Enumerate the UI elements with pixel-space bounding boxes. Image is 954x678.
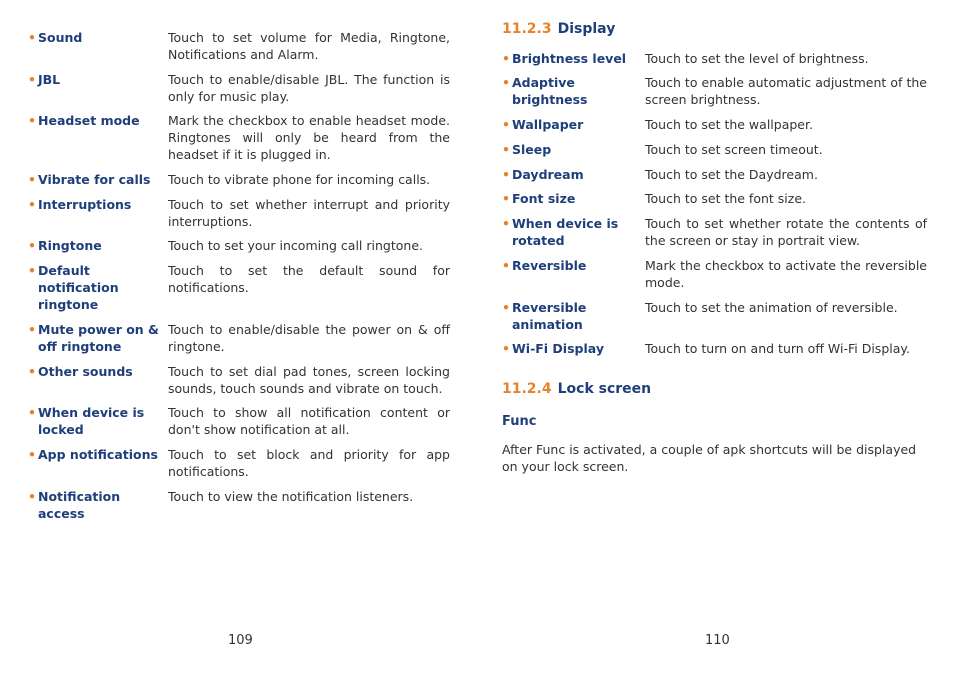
func-text: After Func is activated, a couple of apk shortcuts will be displayed on your lock screen. (502, 442, 917, 474)
sound-setting-term (28, 196, 160, 213)
sound-setting-term (28, 171, 160, 188)
display-setting-description: Touch to set whether rotate the contents of the screen or stay in portrait view. (645, 216, 927, 248)
display-setting-description: Touch to set the level of brightness. (645, 51, 869, 66)
bullet-icon: • (502, 75, 510, 90)
display-setting-term (502, 257, 634, 274)
bullet-icon: • (502, 341, 510, 356)
bullet-icon: • (502, 142, 510, 157)
sound-setting-term (28, 71, 160, 88)
sound-setting-description: Touch to enable/disable the power on & off ringtone. (168, 322, 450, 354)
sound-setting-description: Touch to set the default sound for notifications. (168, 263, 450, 295)
display-setting-term (502, 299, 634, 333)
lock-heading-title: Lock screen (557, 381, 652, 397)
sound-setting-term-label: Notification access (38, 489, 121, 521)
sound-setting-term (28, 446, 160, 463)
sound-setting-description: Mark the checkbox to enable headset mode. Ringtones will only be heard from the headset if it is plugged in. (168, 113, 450, 162)
display-setting-term (502, 74, 634, 108)
sound-setting-term (28, 321, 160, 355)
bullet-icon: • (28, 447, 36, 462)
display-setting-term (502, 190, 634, 207)
bullet-icon: • (28, 405, 36, 420)
sound-setting-term (28, 488, 160, 522)
sound-setting-description: Touch to set volume for Media, Ringtone, Notifications and Alarm. (168, 30, 450, 62)
display-setting-term-label: Reversible (512, 258, 587, 273)
bullet-icon: • (502, 258, 510, 273)
page-number-left: 109 (228, 633, 253, 648)
bullet-icon: • (28, 238, 36, 253)
sound-setting-description: Touch to set block and priority for app notifications. (168, 447, 450, 479)
sound-setting-term-label: Interruptions (38, 197, 132, 212)
sound-setting-term-label: App notifications (38, 447, 158, 462)
sound-setting-term (28, 29, 160, 46)
sound-setting-term-label: Mute power on & off ringtone (38, 322, 159, 354)
display-setting-term-label: Adaptive brightness (512, 75, 588, 107)
bullet-icon: • (28, 172, 36, 187)
display-setting-term (502, 215, 634, 249)
display-setting-term (502, 166, 634, 183)
sound-setting-description: Touch to view the notification listeners. (168, 489, 414, 504)
sound-setting-term-label: Other sounds (38, 364, 133, 379)
bullet-icon: • (28, 364, 36, 379)
sound-setting-term-label: JBL (38, 72, 61, 87)
func-title: Func (502, 414, 537, 429)
bullet-icon: • (28, 197, 36, 212)
sound-setting-description: Touch to show all notification content or don't show notification at all. (168, 405, 450, 437)
display-setting-description: Touch to set screen timeout. (645, 142, 823, 157)
display-setting-description: Mark the checkbox to activate the reversible mode. (645, 258, 927, 290)
bullet-icon: • (502, 117, 510, 132)
display-setting-term-label: Font size (512, 191, 576, 206)
display-setting-term-label: Wi-Fi Display (512, 341, 604, 356)
sound-setting-term-label: Default notification ringtone (38, 263, 119, 312)
display-setting-description: Touch to set the font size. (645, 191, 806, 206)
display-setting-term-label: Sleep (512, 142, 552, 157)
sound-setting-term-label: Vibrate for calls (38, 172, 151, 187)
sound-setting-description: Touch to set your incoming call ringtone. (168, 238, 423, 253)
lock-screen-heading (502, 381, 651, 397)
display-setting-term-label: Wallpaper (512, 117, 584, 132)
bullet-icon: • (28, 72, 36, 87)
display-setting-term-label: Brightness level (512, 51, 627, 66)
bullet-icon: • (28, 322, 36, 337)
sound-setting-term (28, 404, 160, 438)
bullet-icon: • (28, 113, 36, 128)
bullet-icon: • (502, 191, 510, 206)
display-heading-number: 11.2.3 (502, 21, 552, 37)
display-setting-description: Touch to set the Daydream. (645, 167, 818, 182)
bullet-icon: • (502, 300, 510, 315)
bullet-icon: • (28, 30, 36, 45)
display-setting-term (502, 50, 634, 67)
sound-setting-description: Touch to enable/disable JBL. The function is only for music play. (168, 72, 450, 104)
sound-setting-term-label: Ringtone (38, 238, 102, 253)
display-setting-description: Touch to set the animation of reversible. (645, 300, 898, 315)
sound-setting-term-label: Sound (38, 30, 83, 45)
lock-heading-number: 11.2.4 (502, 381, 552, 397)
display-setting-term-label: Daydream (512, 167, 584, 182)
sound-setting-term (28, 262, 160, 313)
display-setting-description: Touch to enable automatic adjustment of the screen brightness. (645, 75, 927, 107)
right-page (477, 0, 954, 678)
display-setting-description: Touch to set the wallpaper. (645, 117, 813, 132)
display-heading (502, 21, 615, 37)
display-heading-title: Display (557, 21, 616, 37)
display-setting-term-label: Reversible animation (512, 300, 587, 332)
display-setting-description: Touch to turn on and turn off Wi-Fi Display. (645, 341, 910, 356)
sound-setting-description: Touch to vibrate phone for incoming calls. (168, 172, 431, 187)
display-setting-term (502, 141, 634, 158)
bullet-icon: • (502, 51, 510, 66)
bullet-icon: • (502, 167, 510, 182)
sound-setting-term (28, 237, 160, 254)
sound-setting-term (28, 363, 160, 380)
display-setting-term (502, 340, 634, 357)
display-setting-term (502, 116, 634, 133)
sound-setting-description: Touch to set dial pad tones, screen locking sounds, touch sounds and vibrate on touch. (168, 364, 450, 396)
bullet-icon: • (28, 489, 36, 504)
page-number-right: 110 (705, 633, 730, 648)
sound-setting-term-label: Headset mode (38, 113, 140, 128)
sound-setting-description: Touch to set whether interrupt and priority interruptions. (168, 197, 450, 229)
bullet-icon: • (28, 263, 36, 278)
sound-setting-term-label: When device is locked (38, 405, 145, 437)
display-setting-term-label: When device is rotated (512, 216, 619, 248)
sound-setting-term (28, 112, 160, 129)
bullet-icon: • (502, 216, 510, 231)
